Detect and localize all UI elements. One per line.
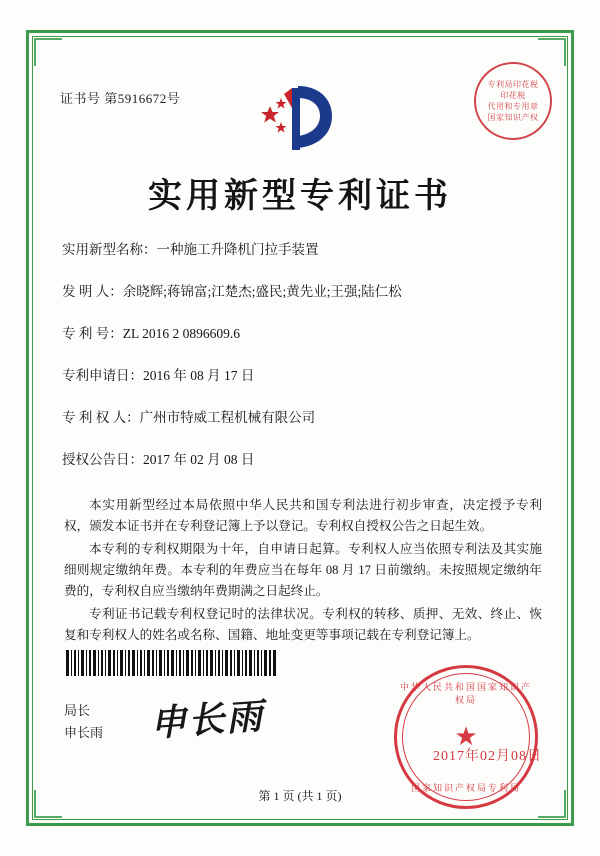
seal-date: 2017年02月08日 bbox=[433, 749, 542, 764]
field-label: 专利申请日： bbox=[62, 368, 143, 383]
legal-paragraph: 专利证书记载专利权登记时的法律状况。专利权的转移、质押、无效、终止、恢复和专利权人的姓名或名称、国籍、地址变更等事项记载在专利登记簿上。 bbox=[64, 607, 542, 642]
official-seal-arc-bottom: 国家知识产权局专利局 bbox=[410, 783, 521, 793]
field-value: 广州市特威工程机械有限公司 bbox=[139, 410, 316, 425]
page-footer: 第 1 页 (共 1 页) bbox=[258, 789, 342, 803]
border-corner-top-right bbox=[538, 38, 566, 66]
field-label: 专 利 权 人： bbox=[62, 410, 140, 425]
legal-paragraph: 本专利的专利权期限为十年，自申请日起算。专利权人应当依照专利法及其实施细则规定缴纳年费。本专利的年费应当在每年 08 月 17 日前缴纳。未按照规定缴纳年费的，专利权自应当缴纳年费期满之日起终止。 bbox=[64, 542, 542, 598]
legal-paragraph: 本实用新型经过本局依照中华人民共和国专利法进行初步审查，决定授予专利权，颁发本证书并在专利登记簿上予以登记。专利权自授权公告之日起生效。 bbox=[64, 498, 542, 533]
director-name: 申长雨 bbox=[64, 725, 104, 740]
stamp-duty-seal bbox=[474, 62, 552, 140]
field-row bbox=[62, 366, 544, 386]
handwritten-signature: 申长雨 bbox=[148, 696, 266, 744]
stamp-duty-seal-line2: 印花税 bbox=[500, 91, 526, 100]
director-label: 局长 bbox=[64, 703, 91, 718]
patent-office-logo-icon bbox=[240, 78, 360, 158]
border-corner-top-left bbox=[34, 38, 62, 66]
field-row bbox=[62, 324, 544, 344]
field-row bbox=[62, 240, 544, 260]
field-value: 2017 年 02 月 08 日 bbox=[143, 452, 255, 467]
field-list bbox=[62, 240, 544, 492]
stamp-duty-seal-line3: 代用和专用章 bbox=[487, 102, 539, 111]
field-row bbox=[62, 282, 544, 302]
field-value: 余晓辉;蒋锦富;江楚杰;盛民;黄先业;王强;陆仁松 bbox=[122, 284, 402, 299]
official-seal-arc-top: 中华人民共和国国家知识产权局 bbox=[399, 682, 532, 705]
field-value: ZL 2016 2 0896609.6 bbox=[122, 326, 240, 341]
legal-text-block bbox=[64, 495, 542, 648]
field-label: 授权公告日： bbox=[62, 452, 143, 467]
page-title: 实用新型专利证书 bbox=[148, 178, 452, 215]
field-value: 一种施工升降机门拉手装置 bbox=[156, 242, 319, 257]
field-label: 专 利 号： bbox=[62, 326, 123, 341]
field-label: 发 明 人： bbox=[62, 284, 123, 299]
field-row bbox=[62, 408, 544, 428]
star-icon: ★ bbox=[454, 722, 478, 751]
signature-block bbox=[64, 700, 103, 744]
field-row bbox=[62, 450, 544, 470]
stamp-duty-seal-line4: 国家知识产权 bbox=[487, 113, 539, 122]
field-label: 实用新型名称： bbox=[62, 242, 157, 257]
barcode bbox=[66, 650, 276, 676]
certificate-number: 证书号 第5916672号 bbox=[60, 91, 181, 106]
stamp-duty-seal-line1: 专利局印花税 bbox=[487, 80, 539, 89]
field-value: 2016 年 08 月 17 日 bbox=[143, 368, 255, 383]
